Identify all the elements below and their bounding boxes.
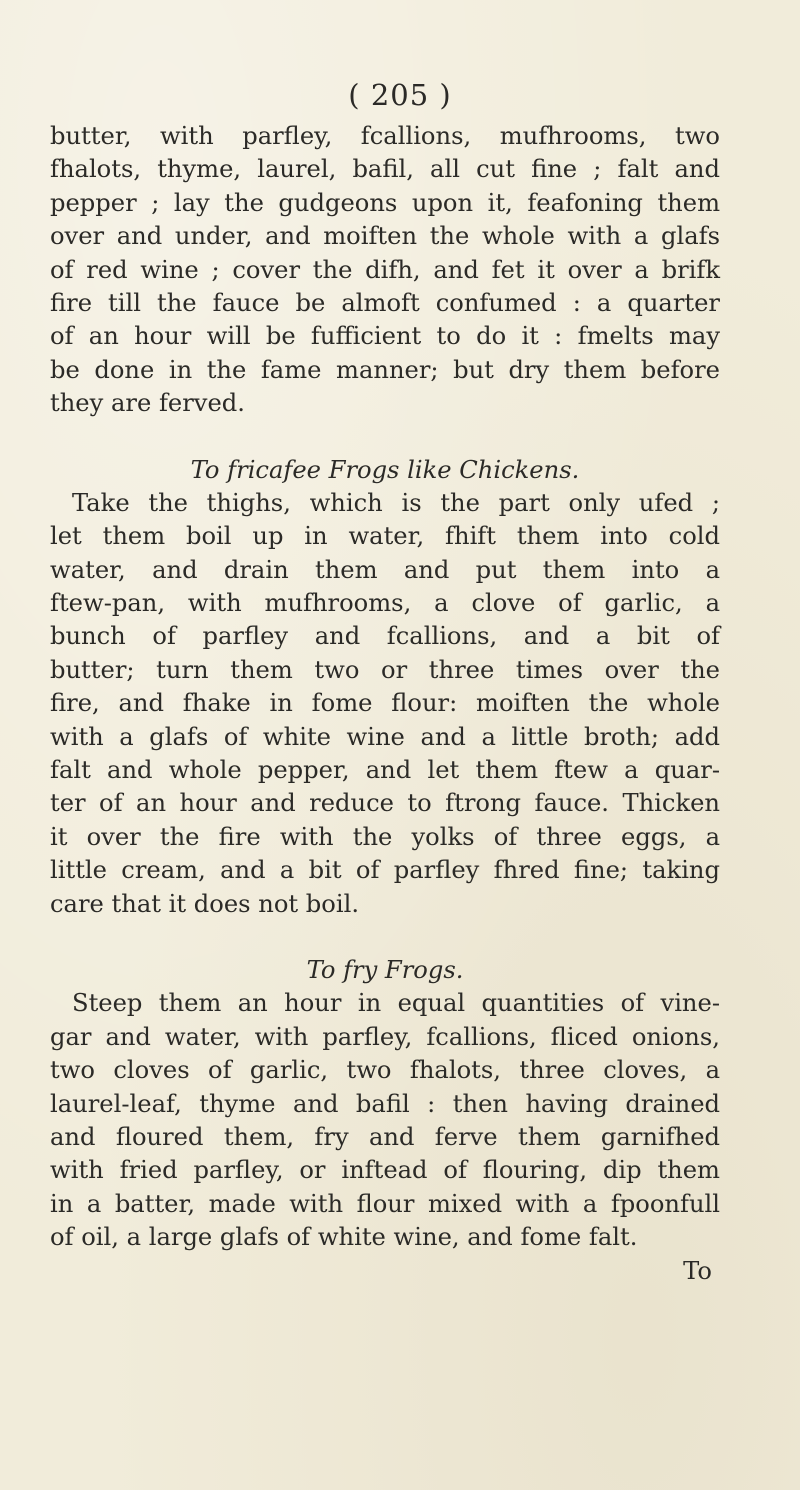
page-number: ( 205 ) (348, 78, 452, 112)
section-spacer (50, 421, 720, 454)
text-line: with a glafs of white wine and a little broth; add (50, 722, 720, 751)
text-line: pepper ; lay the gudgeons upon it, feafoning them (50, 188, 720, 217)
recipe-heading: To fricafee Frogs like Chickens. (190, 455, 580, 484)
catchword: To (683, 1256, 712, 1285)
text-line: laurel-leaf, thyme and bafil : then having drained (50, 1089, 720, 1118)
section-spacer (50, 921, 720, 954)
text-line: little cream, and a bit of parfley fhred fine; taking (50, 856, 720, 885)
text-line: let them boil up in water, fhift them into cold (50, 522, 720, 551)
recipe-fry-frogs (50, 954, 720, 1288)
text-line: over and under, and moiften the whole with a glafs (50, 222, 720, 251)
recipe-fricassee-frogs (50, 454, 720, 921)
text-line: fire, and fhake in fome flour: moiften the whole (50, 689, 720, 718)
text-line: ter of an hour and reduce to ftrong fauce. Thicken (50, 789, 720, 818)
text-line: care that it does not boil. (50, 889, 360, 918)
page-text (50, 120, 720, 1288)
text-line: in a batter, made with flour mixed with a fpoonfull (50, 1189, 720, 1218)
text-line: of oil, a large glafs of white wine, and fome falt. (50, 1223, 638, 1252)
text-line: ftew-pan, with mufhrooms, a clove of garlic, a (50, 589, 720, 618)
text-line: fhalots, thyme, laurel, bafil, all cut fine ; falt and (50, 155, 720, 184)
text-line: of red wine ; cover the difh, and fet it over a brifk (50, 255, 720, 284)
text-line: bunch of parfley and fcallions, and a bit of (50, 622, 720, 651)
text-line: they are ferved. (50, 389, 245, 418)
text-line: falt and whole pepper, and let them ftew a quar- (50, 756, 720, 785)
text-line: butter; turn them two or three times over the (50, 655, 720, 684)
recipe-heading: To fry Frogs. (306, 955, 464, 984)
text-line: butter, with parfley, fcallions, mufhrooms, two (50, 122, 720, 150)
text-line: and floured them, fry and ferve them garnifhed (50, 1122, 720, 1151)
text-line: fire till the fauce be almoft confumed : a quarter (50, 288, 720, 317)
text-line: Take the thighs, which is the part only ufed ; (72, 488, 720, 517)
text-line: water, and drain them and put them into a (50, 555, 720, 584)
text-line: with fried parfley, or inftead of flouring, dip them (50, 1156, 720, 1185)
text-line: of an hour will be fufficient to do it : fmelts may (50, 322, 720, 351)
text-line: it over the fire with the yolks of three eggs, a (50, 822, 720, 851)
paragraph-gudgeons-continued (50, 120, 720, 421)
text-line: Steep them an hour in equal quantities of vine- (72, 989, 720, 1018)
text-line: be done in the fame manner; but dry them before (50, 355, 720, 384)
text-line: gar and water, with parfley, fcallions, fliced onions, (50, 1022, 720, 1051)
text-line: two cloves of garlic, two fhalots, three cloves, a (50, 1056, 720, 1085)
